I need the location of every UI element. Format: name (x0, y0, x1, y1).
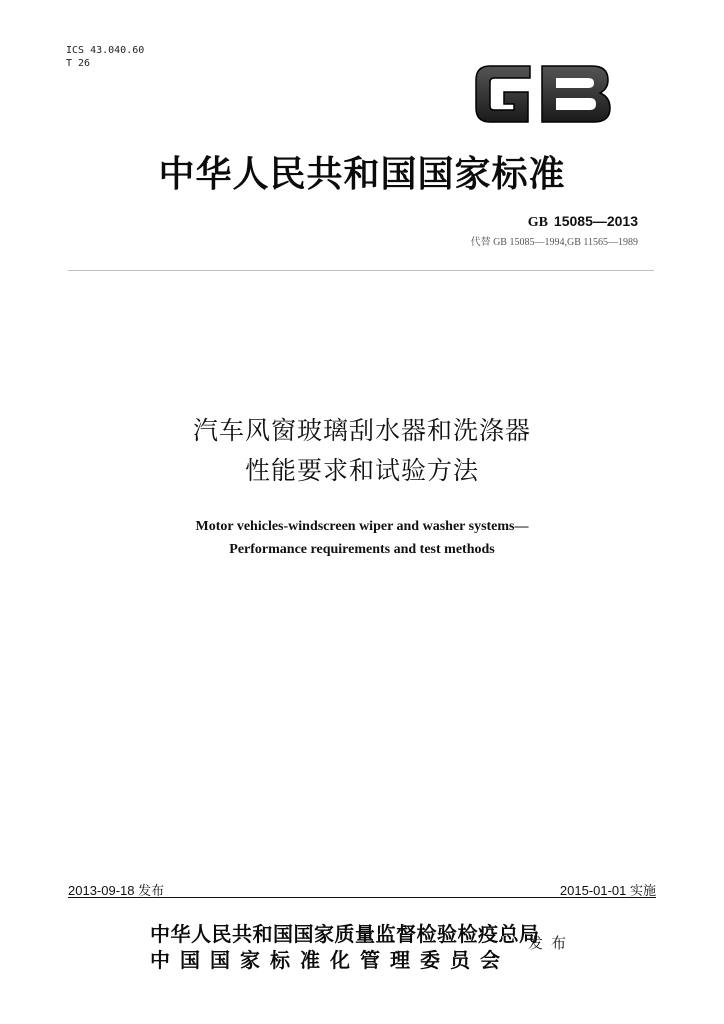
ccs-code: T 26 (66, 58, 91, 69)
implementation-date: 2015-01-01 实施 (559, 883, 656, 898)
footer-divider (68, 897, 656, 898)
issuer-line-2: 中国国家标准化管理委员会 (150, 948, 510, 972)
chinese-title-line-2: 性能要求和试验方法 (244, 456, 479, 485)
standard-number-value: 15085—2013 (553, 213, 638, 229)
ics-code: ICS 43.040.60 (66, 45, 145, 56)
standard-prefix: GB (527, 215, 548, 230)
english-title-line-2: Performance requirements and test methods (229, 542, 495, 557)
issue-date: 2013-09-18 发布 (68, 883, 165, 898)
logo-letter-g (476, 66, 530, 122)
standard-type-heading: 中华人民共和国国家标准 (158, 153, 566, 195)
issuer-line-1: 中华人民共和国国家质量监督检验检疫总局 (150, 922, 540, 946)
logo-b-upper-hole (556, 78, 594, 88)
gb-logo (470, 56, 618, 132)
logo-letter-b (542, 66, 610, 122)
classification-codes (66, 44, 144, 70)
standard-number-block (471, 213, 638, 248)
publish-label: 发布 (528, 934, 575, 952)
replaces-note: 代替 GB 15085—1994,GB 11565—1989 (470, 237, 638, 248)
chinese-title-line-1: 汽车风窗玻璃刮水器和洗涤器 (192, 416, 531, 445)
english-title-line-1: Motor vehicles-windscreen wiper and washer systems— (195, 519, 529, 534)
gb-logo-graphic (470, 56, 618, 132)
header-divider (68, 270, 654, 271)
standard-number (471, 213, 638, 231)
logo-b-lower-hole (556, 98, 596, 110)
